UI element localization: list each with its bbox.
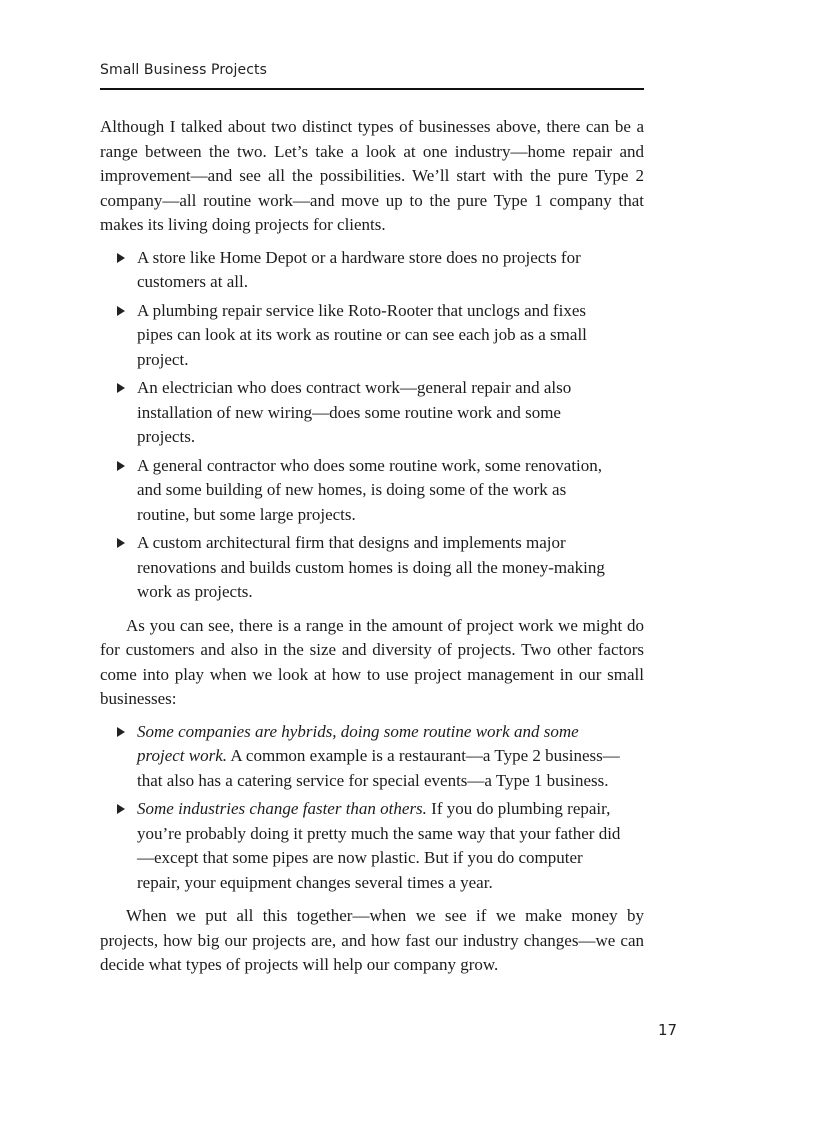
list-item-text: An electrician who does contract work—general repair and also installation of new wiring—does some routine work and some projects. — [137, 378, 572, 446]
triangle-bullet-icon — [117, 804, 125, 814]
triangle-bullet-icon — [117, 383, 125, 393]
page-body — [100, 115, 644, 978]
list-item-text: A custom architectural firm that designs and implements major renovations and builds custom homes is doing all the money-making work as projects. — [137, 533, 605, 601]
triangle-bullet-icon — [117, 538, 125, 548]
list-item — [100, 797, 644, 895]
list-item-text: A general contractor who does some routine work, some renovation, and some building of new homes, is doing some of the work as routine, but some large projects. — [137, 455, 603, 524]
page-number: 17 — [658, 1021, 678, 1039]
factor-text: A common example is a restaurant—a Type 2 business—that also has a catering service for special events—a Type 1 business. — [137, 746, 620, 790]
triangle-bullet-icon — [117, 306, 125, 316]
list-item — [100, 454, 644, 528]
triangle-bullet-icon — [117, 461, 125, 471]
factor-lead-italic: Some companies are hybrids, doing some routine work and some project work. — [137, 721, 579, 765]
range-paragraph: As you can see, there is a range in the amount of project work we might do for customers and also in the size and diversity of projects. Two other factors come into play when we look at how to use project management in our small businesses: — [100, 615, 644, 708]
factors-list — [100, 720, 644, 896]
list-item — [100, 720, 644, 794]
triangle-bullet-icon — [117, 253, 125, 263]
factor-text: If you do plumbing repair, you’re probably doing it pretty much the same way that your father did—except that some pipes are now plastic. But if you do computer repair, your equipment changes several times a year. — [137, 799, 621, 892]
header-rule — [100, 88, 644, 90]
factor-lead-italic: Some industries change faster than others. — [137, 799, 427, 818]
list-item — [100, 299, 644, 373]
intro-paragraph: Although I talked about two distinct types of businesses above, there can be a range between the two. Let’s take a look at one industry—home repair and improvement—and see all the possibilities. We’ll start with the pure Type 2 company—all routine work—and move up to the pure Type 1 company that makes its living doing projects for clients. — [100, 117, 644, 234]
list-item — [100, 376, 644, 450]
conclusion-paragraph: When we put all this together—when we see if we make money by projects, how big our projects are, and how fast our industry changes—we can decide what types of projects will help our company grow. — [100, 906, 644, 974]
list-item-text: A plumbing repair service like Roto-Rooter that unclogs and fixes pipes can look at its work as routine or can see each job as a small project. — [137, 300, 587, 369]
list-item — [100, 531, 644, 605]
list-item-text: A store like Home Depot or a hardware store does no projects for customers at all. — [137, 247, 581, 291]
examples-list — [100, 246, 644, 605]
running-head-title: Small Business Projects — [100, 62, 268, 78]
list-item — [100, 246, 644, 295]
triangle-bullet-icon — [117, 727, 125, 737]
